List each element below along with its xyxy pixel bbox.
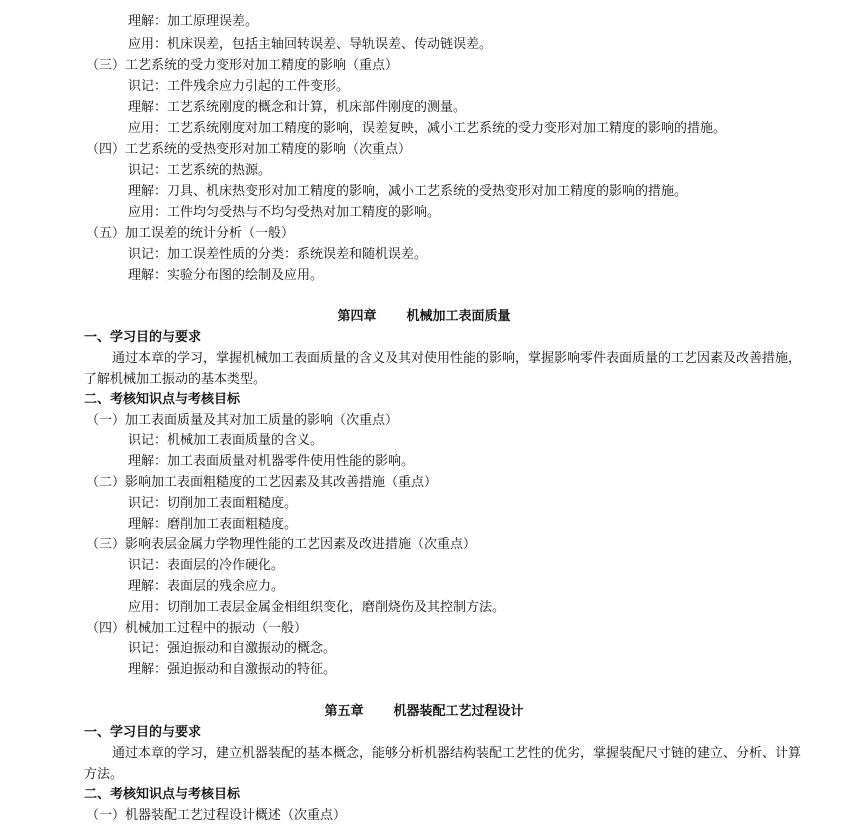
text-line: 识记：强迫振动和自激振动的概念。 <box>128 641 337 656</box>
text-line: 理解：刀具、机床热变形对加工精度的影响，减小工艺系统的受热变形对加工精度的影响的措施。 <box>128 184 688 199</box>
subheading: 二、考核知识点与考核目标 <box>84 787 241 802</box>
text-line: 识记：工件残余应力引起的工件变形。 <box>128 79 350 94</box>
section-heading: （四）机械加工过程中的振动（一般） <box>86 621 308 636</box>
subheading: 一、学习目的与要求 <box>84 725 202 740</box>
text-line: 理解：加工表面质量对机器零件使用性能的影响。 <box>128 454 415 469</box>
text-line: 理解：实验分布图的绘制及应用。 <box>128 268 324 283</box>
text-line: 理解：加工原理误差。 <box>128 14 259 29</box>
chapter-title <box>0 702 848 722</box>
text-line: 理解：强迫振动和自激振动的特征。 <box>128 662 337 677</box>
text-line: 理解：表面层的残余应力。 <box>128 579 285 594</box>
section-heading: （五）加工误差的统计分析（一般） <box>86 226 295 241</box>
section-heading: （四）工艺系统的受热变形对加工精度的影响（次重点） <box>86 142 412 157</box>
text-line: 应用：机床误差，包括主轴回转误差、导轨误差、传动链误差。 <box>128 37 493 52</box>
text-line: 应用：切削加工表层金属金相组织变化，磨削烧伤及其控制方法。 <box>128 600 506 615</box>
text-line: 识记：加工误差性质的分类：系统误差和随机误差。 <box>128 247 428 262</box>
section-heading: （三）影响表层金属力学物理性能的工艺因素及改进措施（次重点） <box>86 537 477 552</box>
chapter-name: 机器装配工艺过程设计 <box>393 704 524 719</box>
text-line: 识记：机械加工表面质量的含义。 <box>128 433 324 448</box>
chapter-number: 第四章 <box>337 309 377 324</box>
text-line: 理解：工艺系统刚度的概念和计算，机床部件刚度的测量。 <box>128 100 467 115</box>
text-line: 识记：切削加工表面粗糙度。 <box>128 496 298 511</box>
section-heading: （一）机器装配工艺过程设计概述（次重点） <box>86 808 347 823</box>
chapter-name: 机械加工表面质量 <box>406 309 511 324</box>
paragraph: 通过本章的学习，建立机器装配的基本概念，能够分析机器结构装配工艺性的优劣，掌握装配尺寸链的建立、分析、计算方法。 <box>84 746 802 782</box>
section-heading: （二）影响加工表面粗糙度的工艺因素及其改善措施（重点） <box>86 475 438 490</box>
text-line: 识记：表面层的冷作硬化。 <box>128 558 285 573</box>
text-line: 理解：磨削加工表面粗糙度。 <box>128 517 298 532</box>
subheading: 一、学习目的与要求 <box>84 330 202 345</box>
text-line: 应用：工艺系统刚度对加工精度的影响，误差复映，减小工艺系统的受力变形对加工精度的影响的措施。 <box>128 121 727 136</box>
paragraph: 通过本章的学习，掌握机械加工表面质量的含义及其对使用性能的影响，掌握影响零件表面质量的工艺因素及改善措施，了解机械加工振动的基本类型。 <box>84 351 802 387</box>
section-heading: （一）加工表面质量及其对加工质量的影响（次重点） <box>86 413 399 428</box>
section-heading: （三）工艺系统的受力变形对加工精度的影响（重点） <box>86 58 399 73</box>
chapter-number: 第五章 <box>324 704 364 719</box>
text-line: 识记：工艺系统的热源。 <box>128 163 272 178</box>
subheading: 二、考核知识点与考核目标 <box>84 392 241 407</box>
text-line: 应用：工件均匀受热与不均匀受热对加工精度的影响。 <box>128 205 441 220</box>
chapter-title <box>0 307 848 327</box>
